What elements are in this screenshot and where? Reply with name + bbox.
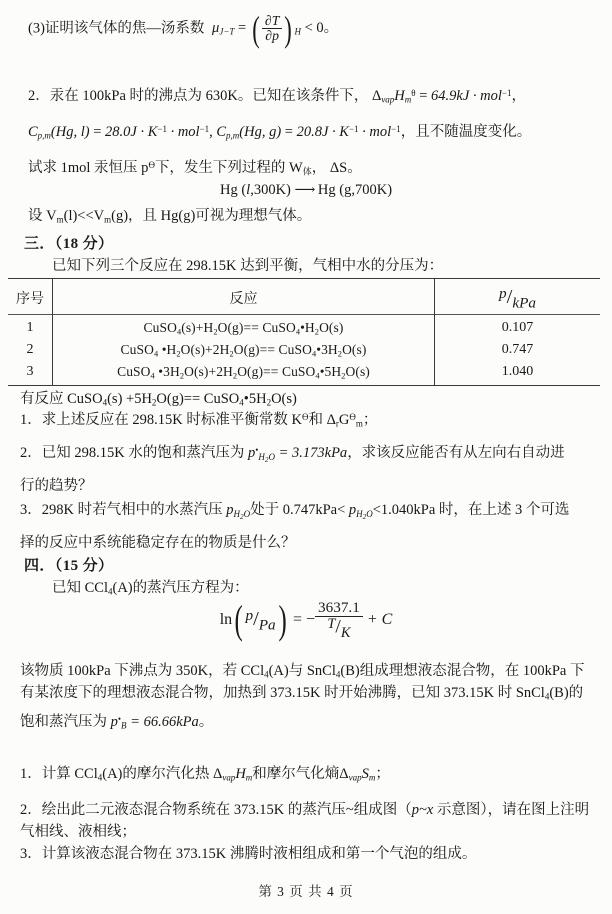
q2-equals: =: [419, 88, 428, 104]
s3q1-text-d: ；: [362, 412, 378, 428]
enthalpy-superscript: θ: [411, 87, 416, 98]
delta-subscript-vap: vap: [381, 94, 395, 105]
delta-symbol: Δ: [371, 88, 382, 104]
section-four-question-3: 3．计算该液态混合物在 373.15K 沸腾时液相组成和第一个气泡的组成。: [20, 846, 477, 862]
s4q2-line-1: 2．绘出此二元液态混合物系统在 373.15K 的蒸汽压~组成图（p~x 示意图），请在图上注明: [20, 802, 590, 818]
s4q1-ccl4-sub: 4: [97, 772, 103, 783]
section-four-heading: 四．（15 分）: [24, 558, 114, 574]
pb-subscript: B: [121, 720, 127, 731]
p-over-pa: [245, 607, 275, 634]
s4q1-vap-sub-2: vap: [348, 772, 362, 783]
row-1-no: 1: [26, 320, 34, 335]
equals-sign: =: [238, 20, 247, 37]
sub-4b: 4: [311, 349, 317, 359]
sub-4: 4: [153, 349, 159, 359]
cp-gas-equals: =: [284, 124, 293, 140]
cp-liquid-symbol: C: [28, 124, 38, 140]
assumption-c: (g)，且 Hg(g)可视为理想气体。: [111, 208, 312, 224]
temperature-symbol: T: [327, 615, 336, 632]
question-2-line-1: [28, 86, 598, 108]
section-four-question-1: [20, 764, 605, 786]
table-row-1-pressure: 0.107: [501, 320, 534, 335]
p2-subscript: H2O: [356, 508, 373, 521]
delta-vap-h-expression: [372, 88, 526, 104]
section-four-question-2: [20, 800, 610, 822]
cp-gas-symbol: C: [216, 124, 227, 140]
cp-gas-value: 20.8J · K: [296, 124, 349, 140]
cp-liquid-equals: =: [93, 124, 102, 140]
enthalpy-value-exponent: −1: [501, 87, 512, 98]
cp-liquid-value-2: · mol: [166, 124, 200, 140]
mercury-process-equation: [0, 180, 612, 202]
question-2-assumption: [28, 206, 603, 228]
table-row-1-reaction: [53, 320, 434, 336]
water-p-value: = 3.173kPa: [278, 445, 348, 461]
sub-2c: 2: [337, 349, 343, 359]
water-pressure-var-1: [226, 502, 251, 521]
enthalpy-subscript: m: [404, 94, 412, 105]
s4q1-molar-sub-2: m: [368, 772, 376, 783]
sub-4b: 4: [239, 397, 244, 408]
formula-left-paren: (: [234, 597, 243, 643]
s4q1-entropy: S: [361, 766, 369, 782]
mu-jt-symbol: [212, 8, 339, 49]
s4-para-l2: 有某浓度下的理想液态混合物，加热到 373.15K 时开始沸腾，已知 373.15K 时 SnCl$_4$(B)的: [20, 685, 584, 702]
s4q1-vap-sub-1: vap: [222, 772, 236, 783]
sub-2b: 2: [266, 397, 272, 408]
section-four-paragraph-line-1: [20, 661, 605, 683]
process-expression: [220, 182, 392, 198]
p2-symbol: p: [348, 502, 357, 518]
sub-2b: 2: [314, 327, 320, 337]
sncl4-vapor-pressure-expression: [111, 714, 199, 730]
standard-state-symbol: Ɵ: [148, 159, 155, 170]
p1-subscript: H2O: [233, 508, 251, 521]
s4-para-l3a: 饱和蒸汽压为: [20, 714, 111, 730]
q2-line3-comma: ，: [311, 160, 327, 176]
table-top-rule: [8, 278, 600, 279]
cp-gas-exp1: −1: [348, 123, 359, 134]
process-left-temp: ,300K): [250, 182, 291, 198]
s4q1-molar-sub-1: m: [245, 772, 253, 783]
overall-reaction-line: [20, 389, 600, 411]
table-row-1-number: [8, 320, 52, 336]
question-3-joule-thomson: [28, 8, 588, 49]
p-denominator: Pa: [258, 616, 276, 634]
overall-reaction-formula: CuSO$_4$(s) $+5H_2O(g)==$ $CuSO_4•5H_2O(s)$: [67, 391, 297, 408]
water-pressure-var-2: [348, 502, 373, 521]
section-three-heading: 三．（18 分）: [24, 236, 114, 252]
question-2-heat-capacities: [28, 122, 603, 144]
pressure-unit-fraction: [499, 285, 536, 312]
cp-liquid-subscript: p,m: [37, 130, 51, 141]
sub-2b: 2: [232, 371, 238, 381]
right-paren: ): [284, 8, 293, 49]
cp-liquid-value: 28.0J · K: [105, 124, 158, 140]
vapor-pressure-equation: [0, 597, 612, 643]
sncl4-sub-2: 4: [544, 691, 550, 702]
sub-2: 2: [213, 327, 218, 337]
cp-liquid-expression: $C_{p,m}(Hg$, $l) = 28.0J \cdot K^{-1} \cdot mol^{-1}$,: [28, 123, 217, 141]
q2-line1-comma: ，: [511, 88, 526, 104]
s4q1-a: 1．计算 CCl: [20, 766, 98, 782]
cp-liquid-exp1: −1: [157, 123, 167, 134]
main-fraction: [315, 600, 363, 641]
t-over-k: [327, 617, 350, 641]
p-numerator: p: [245, 606, 254, 624]
section-four-paragraph-line-3: [20, 712, 605, 734]
s4-para-l3b: 。: [198, 714, 214, 730]
s4-para-l1: 该物质 100kPa 下沸点为 350K，若 CCl$_4$(A)与 SnCl$_4$(B)组成理想液态混合物，在 100kPa 下: [20, 663, 585, 680]
q3-text: 证明该气体的焦—汤系数: [44, 20, 205, 37]
q2-line3-b: 下，发生下列过程的 W: [154, 160, 303, 176]
q2-number: 2．: [28, 88, 50, 104]
table-header-rule: [8, 314, 600, 315]
section-three-question-1: [20, 410, 600, 432]
reaction-1-formula: $CuSO_4(s)+H_2O(g)==$ $CuSO_4•H_2O(s)$: [143, 320, 344, 337]
formula-minus: −: [306, 611, 316, 629]
cp-gas-exp2: −1: [391, 123, 401, 134]
process-right-label: Hg (g,700K): [317, 182, 393, 198]
table-header-pressure: [435, 285, 600, 312]
s3q1-standard-symbol-1: Ɵ: [301, 411, 309, 422]
cp-liquid-exp2: −1: [199, 123, 210, 134]
work-subscript: 体: [302, 166, 312, 177]
partial-derivative: [262, 14, 282, 44]
derivative-denominator: ∂p: [262, 28, 282, 43]
section-four-intro: [52, 578, 597, 600]
table-row-2-pressure: 0.747: [501, 342, 534, 357]
s3q1-standard-symbol-2: Ɵ: [349, 411, 356, 422]
sncl4-sub-1: 4: [335, 669, 341, 680]
row-2-no: 2: [26, 342, 34, 357]
water-p-star: •: [255, 444, 259, 455]
p1-symbol: p: [226, 502, 234, 518]
section-three-question-2-cont: 行的趋势？: [20, 478, 93, 494]
q3-label: (3): [28, 20, 45, 37]
q3-period: 。: [323, 20, 339, 37]
molar-volume-sub-1: m: [56, 214, 64, 225]
molar-volume-sub-2: m: [104, 214, 112, 225]
cp-liquid-argument: (Hg, l): [50, 124, 90, 140]
sub-2c: 2: [341, 371, 346, 381]
table-row-2-number: [8, 342, 52, 358]
water-p-symbol: p: [247, 445, 256, 461]
cp-line-tail: ，且不随温度变化。: [400, 124, 532, 140]
reaction-2-formula: CuSO$_4$ $•H_2O(s)+2H_2O(g)==$ $CuSO_4•3H_2O(s)$: [120, 342, 367, 359]
table-row-3-pressure: 1.040: [501, 364, 534, 379]
p-slash: /: [253, 607, 259, 630]
constant-term: + C: [366, 611, 393, 629]
table-row-2-reaction: [53, 342, 434, 358]
section-three-question-3: [20, 500, 610, 522]
reaction-3-formula: CuSO$_4$ $•3H_2O(s)+2H_2O(g)==$ $CuSO_4•5H_2O(s)$: [117, 364, 370, 381]
s3q1-gibbs-symbol: G: [338, 412, 350, 428]
sub-4b: 4: [295, 327, 301, 337]
q2-entropy-request: ΔS。: [329, 160, 362, 176]
sub-2b: 2: [229, 349, 234, 359]
t-slash: /: [335, 616, 341, 638]
s4q1-d: 和摩尔气化熵Δ: [252, 766, 349, 782]
fraction-numerator: 3637.1: [318, 599, 360, 616]
q2-line1-text: 汞在 100kPa 时的沸点为 630K。已知在该条件下，: [49, 88, 369, 104]
q2-line3-a: 试求 1mol 汞恒压 p: [28, 160, 149, 176]
cp-gas-argument: (Hg, g): [239, 124, 282, 140]
s3q2-text-b: ，求该反应能否有从左向右自动进: [347, 445, 565, 461]
s3q1-text-b: 和 Δ: [308, 412, 336, 428]
fraction-denominator: [315, 616, 363, 641]
s3q1-reaction-subscript: r: [335, 418, 339, 429]
s4q1-b: (A)的摩尔汽化热 Δ: [102, 766, 223, 782]
process-liquid-phase: l: [246, 182, 251, 198]
s3q3-text-b: 处于 0.747kPa<: [250, 502, 349, 518]
sub-4: 4: [150, 371, 155, 381]
pressure-symbol: p: [499, 285, 507, 302]
page-footer: 第 3 页 共 4 页: [258, 884, 354, 899]
sub-4: 4: [102, 397, 108, 408]
left-paren: (: [252, 8, 260, 49]
sub-2: 2: [151, 397, 157, 408]
fraction-slash: /: [506, 285, 513, 308]
process-left-label: Hg (: [219, 182, 247, 198]
inequality: < 0: [304, 20, 324, 37]
cp-gas-expression: [216, 124, 400, 140]
sub-4: 4: [176, 327, 182, 337]
sub-4b: 4: [315, 371, 320, 381]
s3q3-text-c: <1.040kPa 时，在上述 3 个可选: [372, 502, 570, 518]
temperature-unit: K: [340, 624, 351, 641]
assumption-b: (l)<<V: [63, 208, 105, 224]
s3q1-text-a: 1．求上述反应在 298.15K 时标准平衡常数 K: [20, 412, 302, 428]
table-row-3-number: [8, 364, 52, 380]
enthalpy-value: 64.9kJ · mol: [431, 88, 502, 104]
pb-star: •: [117, 713, 122, 724]
pb-symbol: p: [110, 714, 118, 730]
table-header-no: 序号: [16, 292, 44, 307]
section-four-question-2-cont: 气相线、液相线；: [20, 824, 136, 840]
s3q2-text-a: 2．已知 298.15K 水的饱和蒸汽压为: [20, 445, 248, 461]
vapor-equation-expression: [219, 597, 393, 643]
cp-gas-value-2: · mol: [358, 124, 392, 140]
ccl4-sub-1: 4: [264, 669, 269, 680]
s4q1-f: ；: [375, 766, 390, 782]
s3q1-molar-subscript: m: [355, 418, 363, 429]
water-p-subscript: H2O: [258, 451, 275, 464]
question-2-request-line: [28, 158, 603, 180]
water-vapor-pressure-expression: [247, 444, 348, 464]
section-three-intro: 已知下列三个反应在 298.15K 达到平衡，气相中水的分压为：: [52, 258, 444, 274]
section-three-question-2: [20, 443, 605, 465]
s4q1-enthalpy: H: [235, 766, 246, 782]
section-three-question-3-cont: 择的反应中系统能稳定存在的物质是什么？: [20, 535, 296, 551]
ccl4-subscript: 4: [108, 586, 113, 597]
assumption-a: 设 V: [28, 208, 57, 224]
ln-operator: ln: [219, 611, 233, 629]
derivative-numerator: ∂T: [264, 13, 280, 28]
formula-equals: =: [292, 611, 303, 629]
row-3-no: 3: [26, 364, 34, 379]
mu-subscript: J−T: [219, 26, 235, 37]
sub-2: 2: [179, 371, 185, 381]
p-x-notation: p~x: [411, 802, 434, 818]
process-arrow-icon: ⟶: [294, 182, 315, 198]
table-header-reaction: 反应: [229, 292, 258, 307]
section-four-paragraph-line-2: [20, 683, 605, 705]
mu-glyph: μ: [212, 20, 220, 37]
table-row-3-reaction: [53, 364, 434, 380]
pressure-unit: kPa: [512, 294, 536, 312]
cp-gas-subscript: p,m: [226, 130, 240, 141]
overall-reaction-prefix: 有反应: [20, 391, 68, 407]
sub-2: 2: [176, 349, 181, 359]
s4-intro-a: 已知 CCl: [52, 580, 108, 596]
derivative-subscript: H: [294, 26, 301, 37]
s4-intro-b: (A)的蒸汽压方程为：: [112, 580, 249, 596]
s3q3-text-a: 3．298K 时若气相中的水蒸汽压: [20, 502, 227, 518]
formula-right-paren: ): [278, 597, 287, 643]
enthalpy-symbol: H: [394, 88, 405, 104]
pb-value: = 66.66kPa: [130, 714, 199, 730]
table-bottom-rule: [8, 385, 600, 386]
